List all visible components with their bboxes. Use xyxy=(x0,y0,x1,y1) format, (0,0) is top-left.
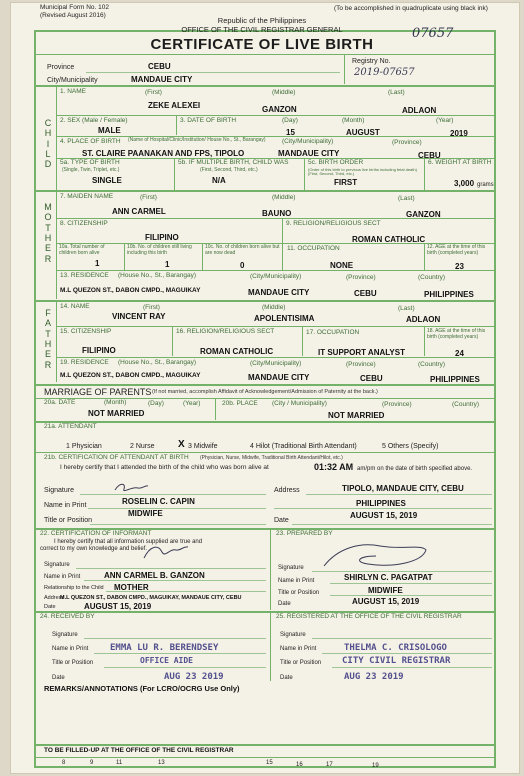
mother-section-label: M O T H E R xyxy=(44,202,52,264)
prepared-name: SHIRLYN C. PAGATPAT xyxy=(344,573,433,582)
father-residence: M.L QUEZON ST., DABON CMPD., MAGUIKAY xyxy=(60,372,201,379)
office-heading: OFFICE OF THE CIVIL REGISTRAR GENERAL xyxy=(181,25,343,34)
form-number: Municipal Form No. 102 xyxy=(40,4,109,11)
father-section-label: F A T H E R xyxy=(44,308,52,370)
attendant-address-country: PHILIPPINES xyxy=(356,499,406,508)
attendant-check-mark: X xyxy=(178,439,185,450)
city-label: City/Municipality xyxy=(47,77,98,84)
page-title: CERTIFICATE OF LIVE BIRTH xyxy=(150,36,374,53)
child-birth-type: SINGLE xyxy=(92,176,122,185)
mother-first-name: ANN CARMEL xyxy=(112,207,166,216)
father-residence-province: CEBU xyxy=(360,374,383,383)
footer-code: 15 xyxy=(266,760,273,766)
father-residence-country: PHILIPPINES xyxy=(430,375,480,384)
registry-label: Registry No. xyxy=(352,58,391,65)
child-section-label: C H I L D xyxy=(44,118,52,170)
attendant-name: ROSELIN C. CAPIN xyxy=(122,497,195,506)
attendant-label: 21a. ATTENDANT xyxy=(44,423,97,430)
mother-children-living: 1 xyxy=(165,260,170,269)
mother-residence-country: PHILIPPINES xyxy=(424,290,474,299)
received-name-stamp: EMMA LU R. BERENDSEY xyxy=(110,643,219,653)
child-birth-province: CEBU xyxy=(418,151,441,160)
remarks-label: REMARKS/ANNOTATIONS (For LCRO/OCRG Use Only) xyxy=(44,684,240,693)
child-middle-name: GANZON xyxy=(262,105,297,114)
child-last-name: ADLAON xyxy=(402,106,437,115)
informant-name: ANN CARMEL B. GANZON xyxy=(104,571,205,580)
handwritten-number: 07657 xyxy=(412,26,454,41)
marriage-place: NOT MARRIED xyxy=(328,411,385,420)
informant-signature xyxy=(140,540,190,564)
attendant-title: MIDWIFE xyxy=(128,509,163,518)
mother-residence: M.L QUEZON ST., DABON CMPD., MAGUIKAY xyxy=(60,287,201,294)
attendant-signature xyxy=(112,480,150,496)
child-first-name: ZEKE ALEXEI xyxy=(148,101,201,110)
child-birth-year: 2019 xyxy=(450,129,468,138)
attendant-date: AUGUST 15, 2019 xyxy=(350,511,418,520)
mother-residence-city: MANDAUE CITY xyxy=(248,288,310,297)
attendant-option-others: 5 Others (Specify) xyxy=(382,443,439,450)
mother-age: 23 xyxy=(455,262,464,271)
informant-date: AUGUST 15, 2019 xyxy=(84,602,152,611)
footer-code: 17 xyxy=(326,762,333,768)
mother-middle-name: BAUNO xyxy=(262,209,292,218)
received-date-stamp: AUG 23 2019 xyxy=(164,672,224,682)
attendant-option-physician: 1 Physician xyxy=(66,443,102,450)
father-religion: ROMAN CATHOLIC xyxy=(200,347,274,356)
footer-code: 19 xyxy=(372,763,379,769)
registered-title-stamp: CITY CIVIL REGISTRAR xyxy=(342,656,451,666)
child-birth-hospital: ST. CLAIRE PAANAKAN AND FPS, TIPOLO xyxy=(82,149,245,158)
child-multiple-birth: N/A xyxy=(212,176,226,185)
informant-address: M.L QUEZON ST., DABON CMPD., MAGUIKAY, MANDAUE CITY, CEBU xyxy=(60,595,242,601)
child-sex: MALE xyxy=(98,126,121,135)
prepared-date: AUGUST 15, 2019 xyxy=(352,597,420,606)
province-label: Province xyxy=(47,64,75,71)
child-birth-city: MANDAUE CITY xyxy=(278,149,340,158)
father-middle-name: APOLENTISIMA xyxy=(254,314,315,323)
republic-heading: Republic of the Philippines xyxy=(217,16,307,25)
attendant-option-nurse: 2 Nurse xyxy=(130,443,155,450)
attendant-address: TIPOLO, MANDAUE CITY, CEBU xyxy=(342,484,464,493)
father-occupation: IT SUPPORT ANALYST xyxy=(318,348,405,357)
child-birth-weight: 3,000 xyxy=(454,179,475,188)
footer-label: TO BE FILLED-UP AT THE OFFICE OF THE CIVIL REGISTRAR xyxy=(44,747,234,754)
father-citizenship: FILIPINO xyxy=(82,346,116,355)
mother-children-dead: 0 xyxy=(240,261,245,270)
province-value: CEBU xyxy=(148,62,171,71)
father-last-name: ADLAON xyxy=(406,315,441,324)
attendant-option-hilot: 4 Hilot (Traditional Birth Attendant) xyxy=(250,443,357,450)
form-revision: (Revised August 2016) xyxy=(40,12,106,19)
ink-note: (To be accomplished in quadruplicate using black ink) xyxy=(334,5,488,12)
mother-religion: ROMAN CATHOLIC xyxy=(352,235,426,244)
marriage-title: MARRIAGE OF PARENTS xyxy=(44,387,152,397)
mother-residence-province: CEBU xyxy=(354,289,377,298)
father-first-name: VINCENT RAY xyxy=(112,312,166,321)
informant-relationship: MOTHER xyxy=(114,583,149,592)
marriage-date: NOT MARRIED xyxy=(88,409,145,418)
prepared-title: MIDWIFE xyxy=(368,586,403,595)
received-title-stamp: OFFICE AIDE xyxy=(140,656,193,665)
footer-code: 11 xyxy=(116,760,123,766)
prepared-signature xyxy=(318,538,428,574)
father-residence-city: MANDAUE CITY xyxy=(248,373,310,382)
mother-last-name: GANZON xyxy=(406,210,441,219)
registry-number: 2019-07657 xyxy=(354,67,415,78)
attendant-option-midwife: 3 Midwife xyxy=(188,443,218,450)
registered-name-stamp: THELMA C. CRISOLOGO xyxy=(344,643,447,653)
footer-code: 9 xyxy=(90,760,94,766)
child-birth-month: AUGUST xyxy=(346,128,380,137)
footer-code: 16 xyxy=(296,762,303,768)
registered-date-stamp: AUG 23 2019 xyxy=(344,672,404,682)
mother-citizenship: FILIPINO xyxy=(145,233,179,242)
city-value: MANDAUE CITY xyxy=(131,75,193,84)
attendant-birth-time: 01:32 AM xyxy=(314,462,354,472)
child-birth-day: 15 xyxy=(286,128,295,137)
footer-code: 13 xyxy=(158,760,165,766)
father-age: 24 xyxy=(455,349,464,358)
footer-code: 8 xyxy=(62,760,66,766)
child-birth-order: FIRST xyxy=(334,178,358,187)
mother-occupation: NONE xyxy=(330,261,354,270)
mother-children-alive: 1 xyxy=(95,259,100,268)
